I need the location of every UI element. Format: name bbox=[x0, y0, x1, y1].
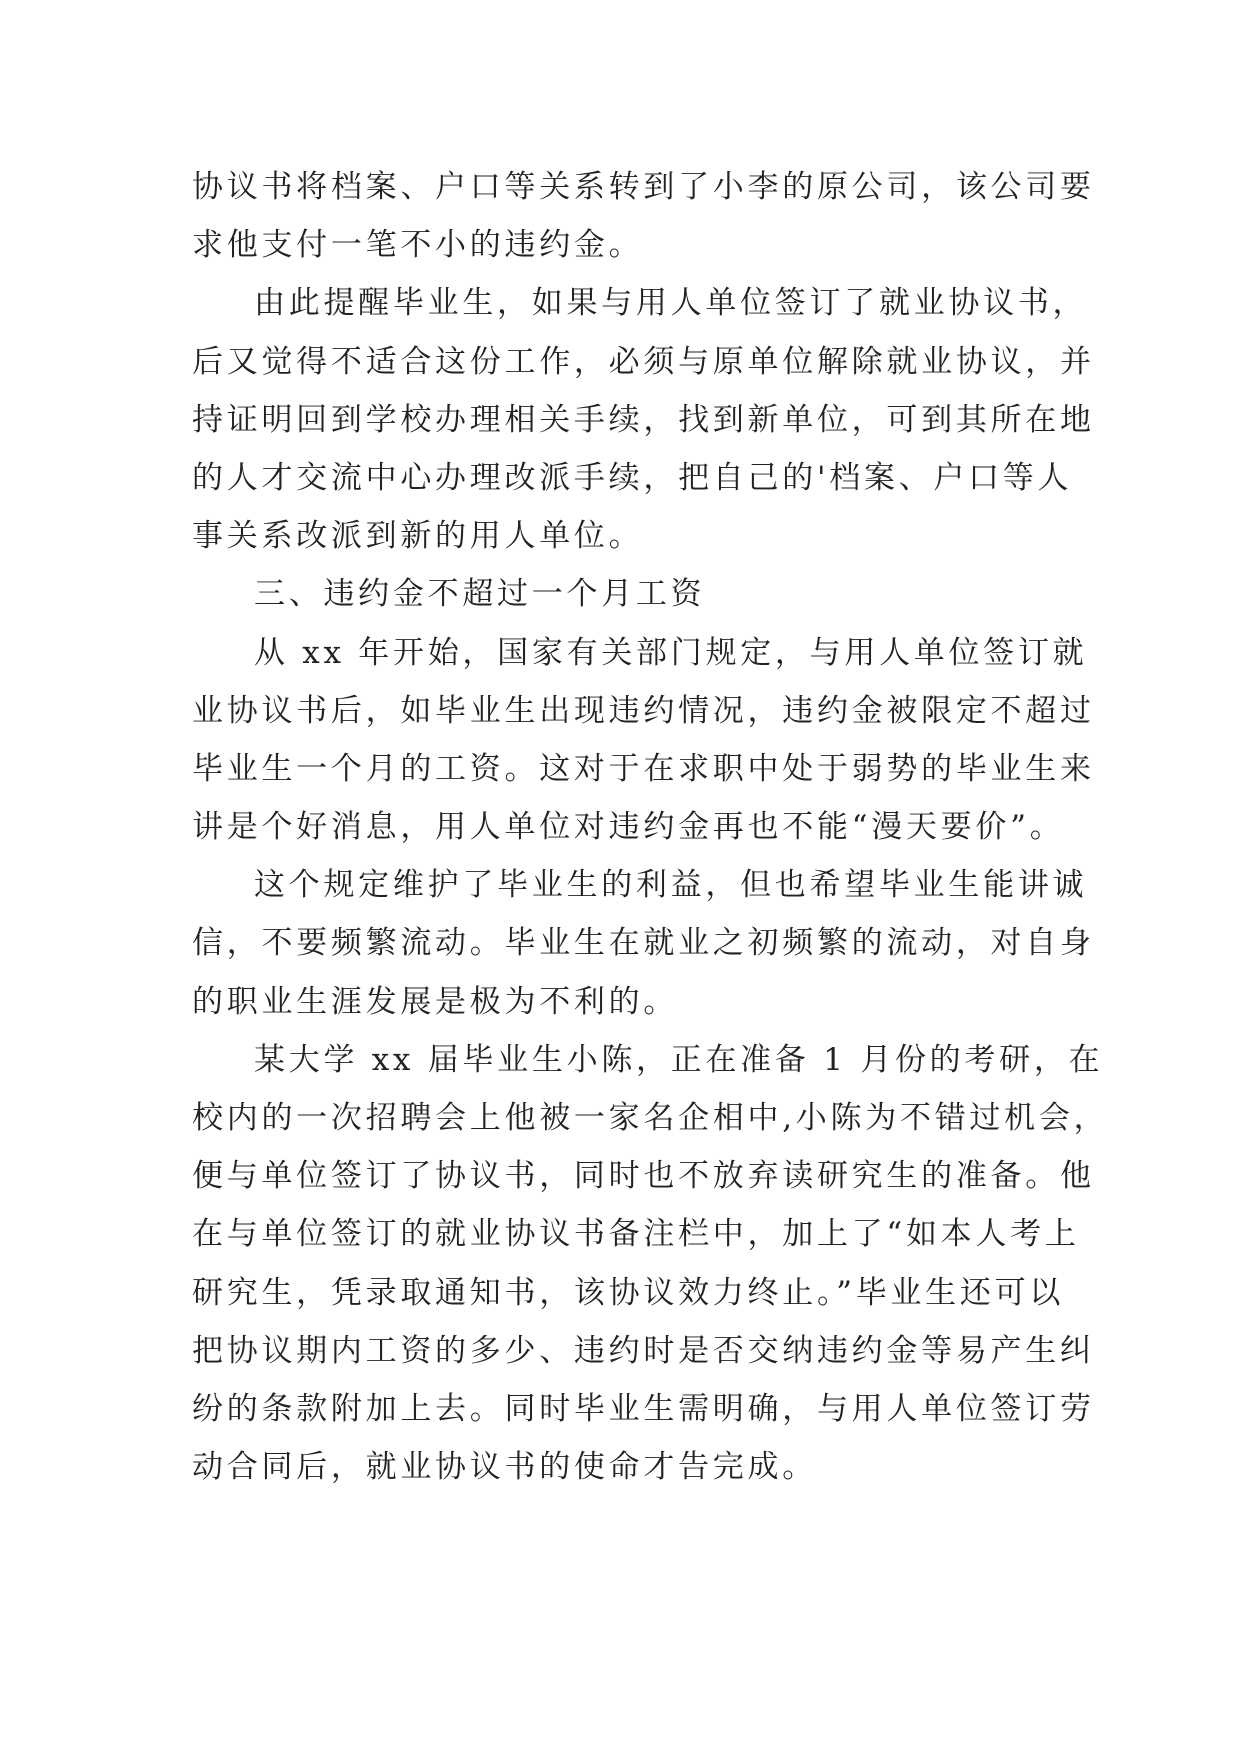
text-line: 这个规定维护了毕业生的利益，但也希望毕业生能讲诚 bbox=[254, 867, 1088, 904]
text-line: 业协议书后，如毕业生出现违约情况，违约金被限定不超过 bbox=[192, 692, 1095, 729]
text-line: 协议书将档案、户口等关系转到了小李的原公司，该公司要 bbox=[192, 169, 1095, 205]
text-line: 纷的条款附加上去。同时毕业生需明确，与用人单位签订劳 bbox=[192, 1390, 1095, 1427]
text-line: 由此提醒毕业生，如果与用人单位签订了就业协议书， bbox=[254, 285, 1088, 322]
text-line: 持证明回到学校办理相关手续，找到新单位，可到其所在地 bbox=[192, 401, 1095, 438]
text-line: 在与单位签订的就业协议书备注栏中，加上了“如本人考上 bbox=[192, 1216, 1080, 1253]
section-heading: 三、违约金不超过一个月工资 bbox=[254, 576, 706, 613]
text-line: 的职业生涯发展是极为不利的。 bbox=[192, 983, 679, 1020]
text-line: 求他支付一笔不小的违约金。 bbox=[192, 227, 644, 264]
text-line: 研究生，凭录取通知书，该协议效力终止。”毕业生还可以 bbox=[192, 1274, 1065, 1311]
text-line: 毕业生一个月的工资。这对于在求职中处于弱势的毕业生来 bbox=[192, 750, 1095, 787]
text-line: 的人才交流中心办理改派手续，把自己的'档案、户口等人 bbox=[192, 459, 1073, 496]
text-line: 事关系改派到新的用人单位。 bbox=[192, 518, 644, 555]
text-line: 动合同后，就业协议书的使命才告完成。 bbox=[192, 1449, 817, 1486]
text-line: 把协议期内工资的多少、违约时是否交纳违约金等易产生纠 bbox=[192, 1332, 1095, 1369]
document-body bbox=[192, 158, 1109, 1496]
text-line: 校内的一次招聘会上他被一家名企相中,小陈为不错过机会， bbox=[192, 1100, 1109, 1136]
text-line: 便与单位签订了协议书，同时也不放弃读研究生的准备。他 bbox=[192, 1158, 1095, 1195]
text-line: 某大学 xx 届毕业生小陈，正在准备 1 月份的考研，在 bbox=[254, 1041, 1104, 1078]
text-line: 讲是个好消息，用人单位对违约金再也不能“漫天要价”。 bbox=[192, 809, 1065, 846]
text-line: 后又觉得不适合这份工作，必须与原单位解除就业协议，并 bbox=[192, 343, 1095, 380]
text-line: 从 xx 年开始，国家有关部门规定，与用人单位签订就 bbox=[254, 634, 1088, 671]
text-line: 信，不要频繁流动。毕业生在就业之初频繁的流动，对自身 bbox=[192, 925, 1095, 962]
